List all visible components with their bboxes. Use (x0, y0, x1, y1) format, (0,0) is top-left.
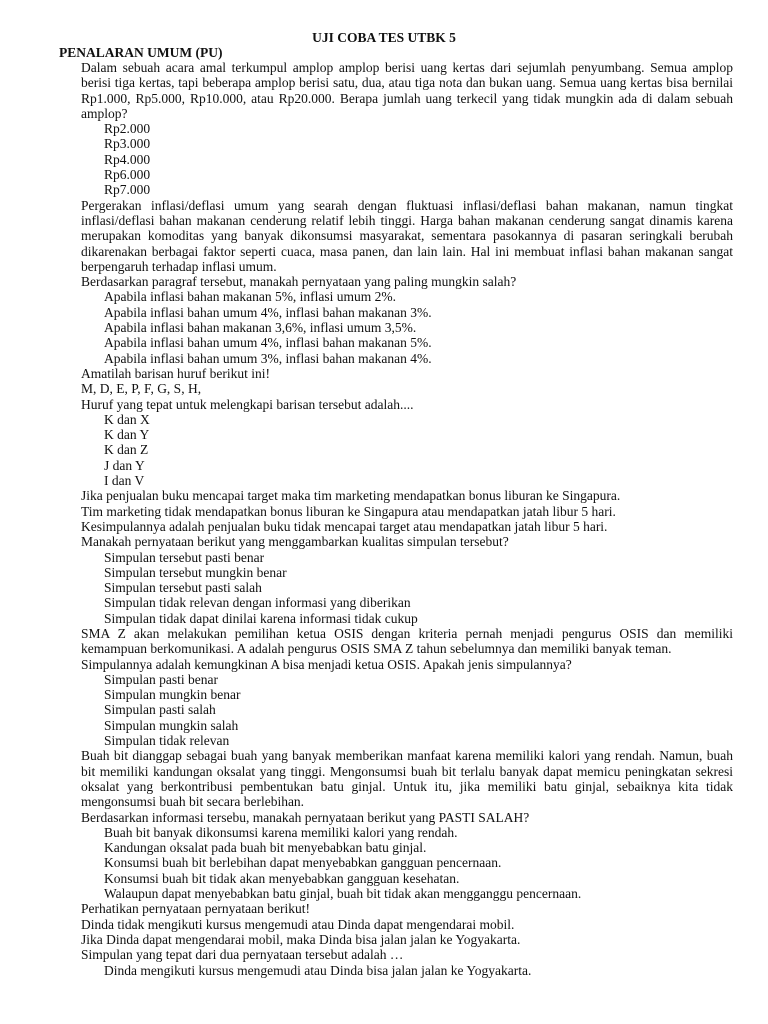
answer-option: Dinda mengikuti kursus mengemudi atau Dinda bisa jalan jalan ke Yogyakarta. (104, 962, 532, 978)
question-2 (0, 198, 768, 366)
question-line: Dinda tidak mengikuti kursus mengemudi atau Dinda dapat mengendarai mobil. (81, 916, 515, 932)
answer-option: K dan X (104, 411, 150, 427)
answer-option: Buah bit banyak dikonsumsi karena memiliki kalori yang rendah. (104, 824, 458, 840)
question-5 (0, 626, 768, 748)
question-line: Manakah pernyataan berikut yang menggambarkan kualitas simpulan tersebut? (81, 534, 509, 550)
answer-option: Apabila inflasi bahan makanan 5%, inflasi umum 2%. (104, 289, 397, 305)
section-heading: PENALARAN UMUM (PU) (59, 45, 223, 60)
question-1 (0, 60, 768, 198)
answer-option: Apabila inflasi bahan makanan 3,6%, inflasi umum 3,5%. (104, 320, 417, 336)
question-stem: Pergerakan inflasi/deflasi umum yang searah dengan fluktuasi inflasi/deflasi bahan makanan, namun tingkat inflasi/deflasi bahan makanan cenderung relatif lebih tinggi. Harga bahan makanan cenderung sangat dinamis karena merupakan komoditas yang banyak dikonsumsi masyarakat, sementara pasokannya di pasaran seringkali berubah dikarenakan berbagai faktor seperti cuaca, masa panen, dan lain lain. Hal ini membuat inflasi bahan makanan sangat berpengaruh terhadap inflasi umum. (81, 197, 733, 274)
question-line: Simpulan yang tepat dari dua pernyataan tersebut adalah … (81, 947, 404, 963)
question-line: Kesimpulannya adalah penjualan buku tidak mencapai target atau mendapatkan jatah libur 5 hari. (81, 518, 608, 534)
answer-option: Simpulan mungkin salah (104, 717, 239, 733)
answer-option: I dan V (104, 473, 145, 489)
question-prompt: Berdasarkan informasi tersebu, manakah pernyataan berikut yang PASTI SALAH? (81, 809, 530, 825)
question-stem: Buah bit dianggap sebagai buah yang banyak memberikan manfaat karena memiliki kalori yang rendah. Namun, buah bit memiliki kandungan oksalat yang tinggi. Mengonsumsi buah bit terlalu banyak dapat memicu peningkatan sekresi oksalat yang berkontribusi pembentukan batu ginjal. Untuk itu, jika memiliki batu ginjal, sebaiknya kita tidak mengonsumsi buah bit secara berlebihan. (81, 748, 733, 810)
answer-option: Rp3.000 (104, 136, 151, 152)
answer-option: K dan Z (104, 442, 149, 458)
question-stem: SMA Z akan melakukan pemilihan ketua OSIS dengan kriteria pernah menjadi pengurus OSIS dan memiliki kemampuan berkomunikasi. A adalah pengurus OSIS SMA Z tahun sebelumnya dan memiliki banyak teman. (81, 625, 733, 657)
answer-option: Rp7.000 (104, 182, 151, 198)
answer-option: Konsumsi buah bit tidak akan menyebabkan gangguan kesehatan. (104, 870, 460, 886)
answer-option: Apabila inflasi bahan umum 4%, inflasi bahan makanan 3%. (104, 304, 432, 320)
answer-option: Simpulan pasti salah (104, 702, 216, 718)
answer-option: Kandungan oksalat pada buah bit menyebabkan batu ginjal. (104, 840, 427, 856)
answer-option: Simpulan tidak relevan (104, 733, 230, 749)
answer-option: K dan Y (104, 427, 150, 443)
answer-option: Walaupun dapat menyebabkan batu ginjal, buah bit tidak akan mengganggu pencernaan. (104, 886, 582, 902)
question-line: Jika Dinda dapat mengendarai mobil, maka Dinda bisa jalan jalan ke Yogyakarta. (81, 931, 521, 947)
question-line: Amatilah barisan huruf berikut ini! (81, 365, 270, 381)
question-line: M, D, E, P, F, G, S, H, (81, 381, 202, 397)
question-7 (0, 901, 768, 977)
answer-option: Simpulan tersebut pasti benar (104, 549, 265, 565)
answer-option: Simpulan tidak relevan dengan informasi yang diberikan (104, 595, 411, 611)
question-3 (0, 366, 768, 488)
question-prompt: Berdasarkan paragraf tersebut, manakah pernyataan yang paling mungkin salah? (81, 274, 517, 290)
answer-option: Apabila inflasi bahan umum 3%, inflasi bahan makanan 4%. (104, 350, 432, 366)
answer-option: Apabila inflasi bahan umum 4%, inflasi bahan makanan 5%. (104, 335, 432, 351)
answer-option: Konsumsi buah bit berlebihan dapat menyebabkan gangguan pencernaan. (104, 855, 502, 871)
question-stem: Dalam sebuah acara amal terkumpul amplop amplop berisi uang kertas dari sejumlah penyumbang. Semua amplop berisi tiga kertas, tapi beberapa amplop berisi satu, dua, atau tiga nota dan bukan uang. Semua uang kertas bisa bernilai Rp1.000, Rp5.000, Rp10.000, atau Rp20.000. Berapa jumlah uang terkecil yang tidak mungkin ada di dalam sebuah amplop? (81, 60, 733, 121)
question-6 (0, 748, 768, 901)
question-line: Tim marketing tidak mendapatkan bonus liburan ke Singapura atau mendapatkan jatah libur 5 hari. (81, 503, 616, 519)
answer-option: Simpulan mungkin benar (104, 687, 241, 703)
answer-option: Simpulan pasti benar (104, 671, 218, 687)
answer-option: Rp6.000 (104, 167, 151, 183)
question-line: Perhatikan pernyataan pernyataan berikut! (81, 901, 311, 917)
answer-option: Rp2.000 (104, 121, 151, 137)
answer-option: Simpulan tersebut mungkin benar (104, 564, 287, 580)
document-title: UJI COBA TES UTBK 5 (312, 30, 456, 45)
document-body (0, 60, 768, 978)
answer-option: Simpulan tidak dapat dinilai karena informasi tidak cukup (104, 610, 418, 626)
question-line: Jika penjualan buku mencapai target maka tim marketing mendapatkan bonus liburan ke Singapura. (81, 488, 621, 504)
answer-option: Simpulan tersebut pasti salah (104, 580, 262, 596)
answer-option: Rp4.000 (104, 151, 151, 167)
question-4 (0, 488, 768, 626)
question-line: Huruf yang tepat untuk melengkapi barisan tersebut adalah.... (81, 396, 414, 412)
answer-option: J dan Y (104, 457, 145, 473)
question-prompt: Simpulannya adalah kemungkinan A bisa menjadi ketua OSIS. Apakah jenis simpulannya? (81, 656, 572, 672)
